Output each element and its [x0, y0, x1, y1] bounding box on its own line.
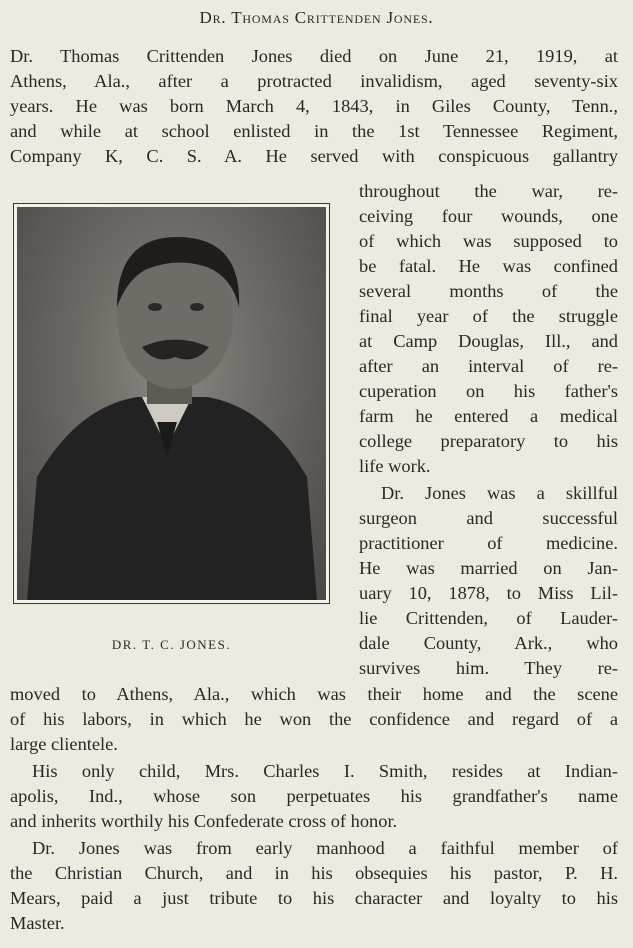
- text-line: survives him. They re-: [359, 658, 618, 678]
- text-line: uary 10, 1878, to Miss Lil-: [359, 583, 618, 603]
- text-line: surgeon and successful: [359, 508, 618, 528]
- text-line: and inherits worthily his Confederate cross of honor.: [10, 811, 398, 831]
- text-line: be fatal. He was confined: [359, 256, 618, 276]
- text-line: life work.: [359, 456, 431, 476]
- portrait-image: [17, 207, 326, 600]
- text-line: Dr. Jones was from early manhood a faithful member of: [32, 838, 618, 858]
- text-line: Dr. Thomas Crittenden Jones died on June 21, 1919, at: [10, 46, 618, 66]
- text-line: apolis, Ind., whose son perpetuates his grandfather's name: [10, 786, 618, 806]
- text-line: after an interval of re-: [359, 356, 618, 376]
- text-line: college preparatory to his: [359, 431, 618, 451]
- text-line: lie Crittenden, of Lauder-: [359, 608, 618, 628]
- text-line: ceiving four wounds, one: [359, 206, 618, 226]
- text-line: Company K, C. S. A. He served with conspicuous gallantry: [10, 146, 618, 166]
- text-line: He was married on Jan-: [359, 558, 618, 578]
- text-line: practitioner of medicine.: [359, 533, 618, 553]
- text-line: years. He was born March 4, 1843, in Giles County, Tenn.,: [10, 96, 618, 116]
- text-line: cuperation on his father's: [359, 381, 618, 401]
- text-line: Dr. Jones was a skillful: [381, 483, 618, 503]
- text-line: dale County, Ark., who: [359, 633, 618, 653]
- text-line: at Camp Douglas, Ill., and: [359, 331, 618, 351]
- text-line: His only child, Mrs. Charles I. Smith, resides at Indian-: [32, 761, 618, 781]
- text-line: farm he entered a medical: [359, 406, 618, 426]
- portrait-photo: [13, 203, 330, 604]
- portrait-figure: [17, 207, 326, 600]
- text-line: large clientele.: [10, 734, 118, 754]
- text-line: the Christian Church, and in his obsequies his pastor, P. H.: [10, 863, 618, 883]
- text-line: of which was supposed to: [359, 231, 618, 251]
- text-line: final year of the struggle: [359, 306, 618, 326]
- text-line: moved to Athens, Ala., which was their home and the scene: [10, 684, 618, 704]
- text-line: Athens, Ala., after a protracted invalidism, aged seventy-six: [10, 71, 618, 91]
- text-line: several months of the: [359, 281, 618, 301]
- text-line: of his labors, in which he won the confidence and regard of a: [10, 709, 618, 729]
- photo-caption: DR. T. C. JONES.: [111, 637, 232, 652]
- text-line: Mears, paid a just tribute to his character and loyalty to his: [10, 888, 618, 908]
- text-line: and while at school enlisted in the 1st Tennessee Regiment,: [10, 121, 618, 141]
- text-line: Master.: [10, 913, 65, 933]
- page-title: Dr. Thomas Crittenden Jones.: [199, 8, 434, 27]
- text-line: throughout the war, re-: [359, 181, 618, 201]
